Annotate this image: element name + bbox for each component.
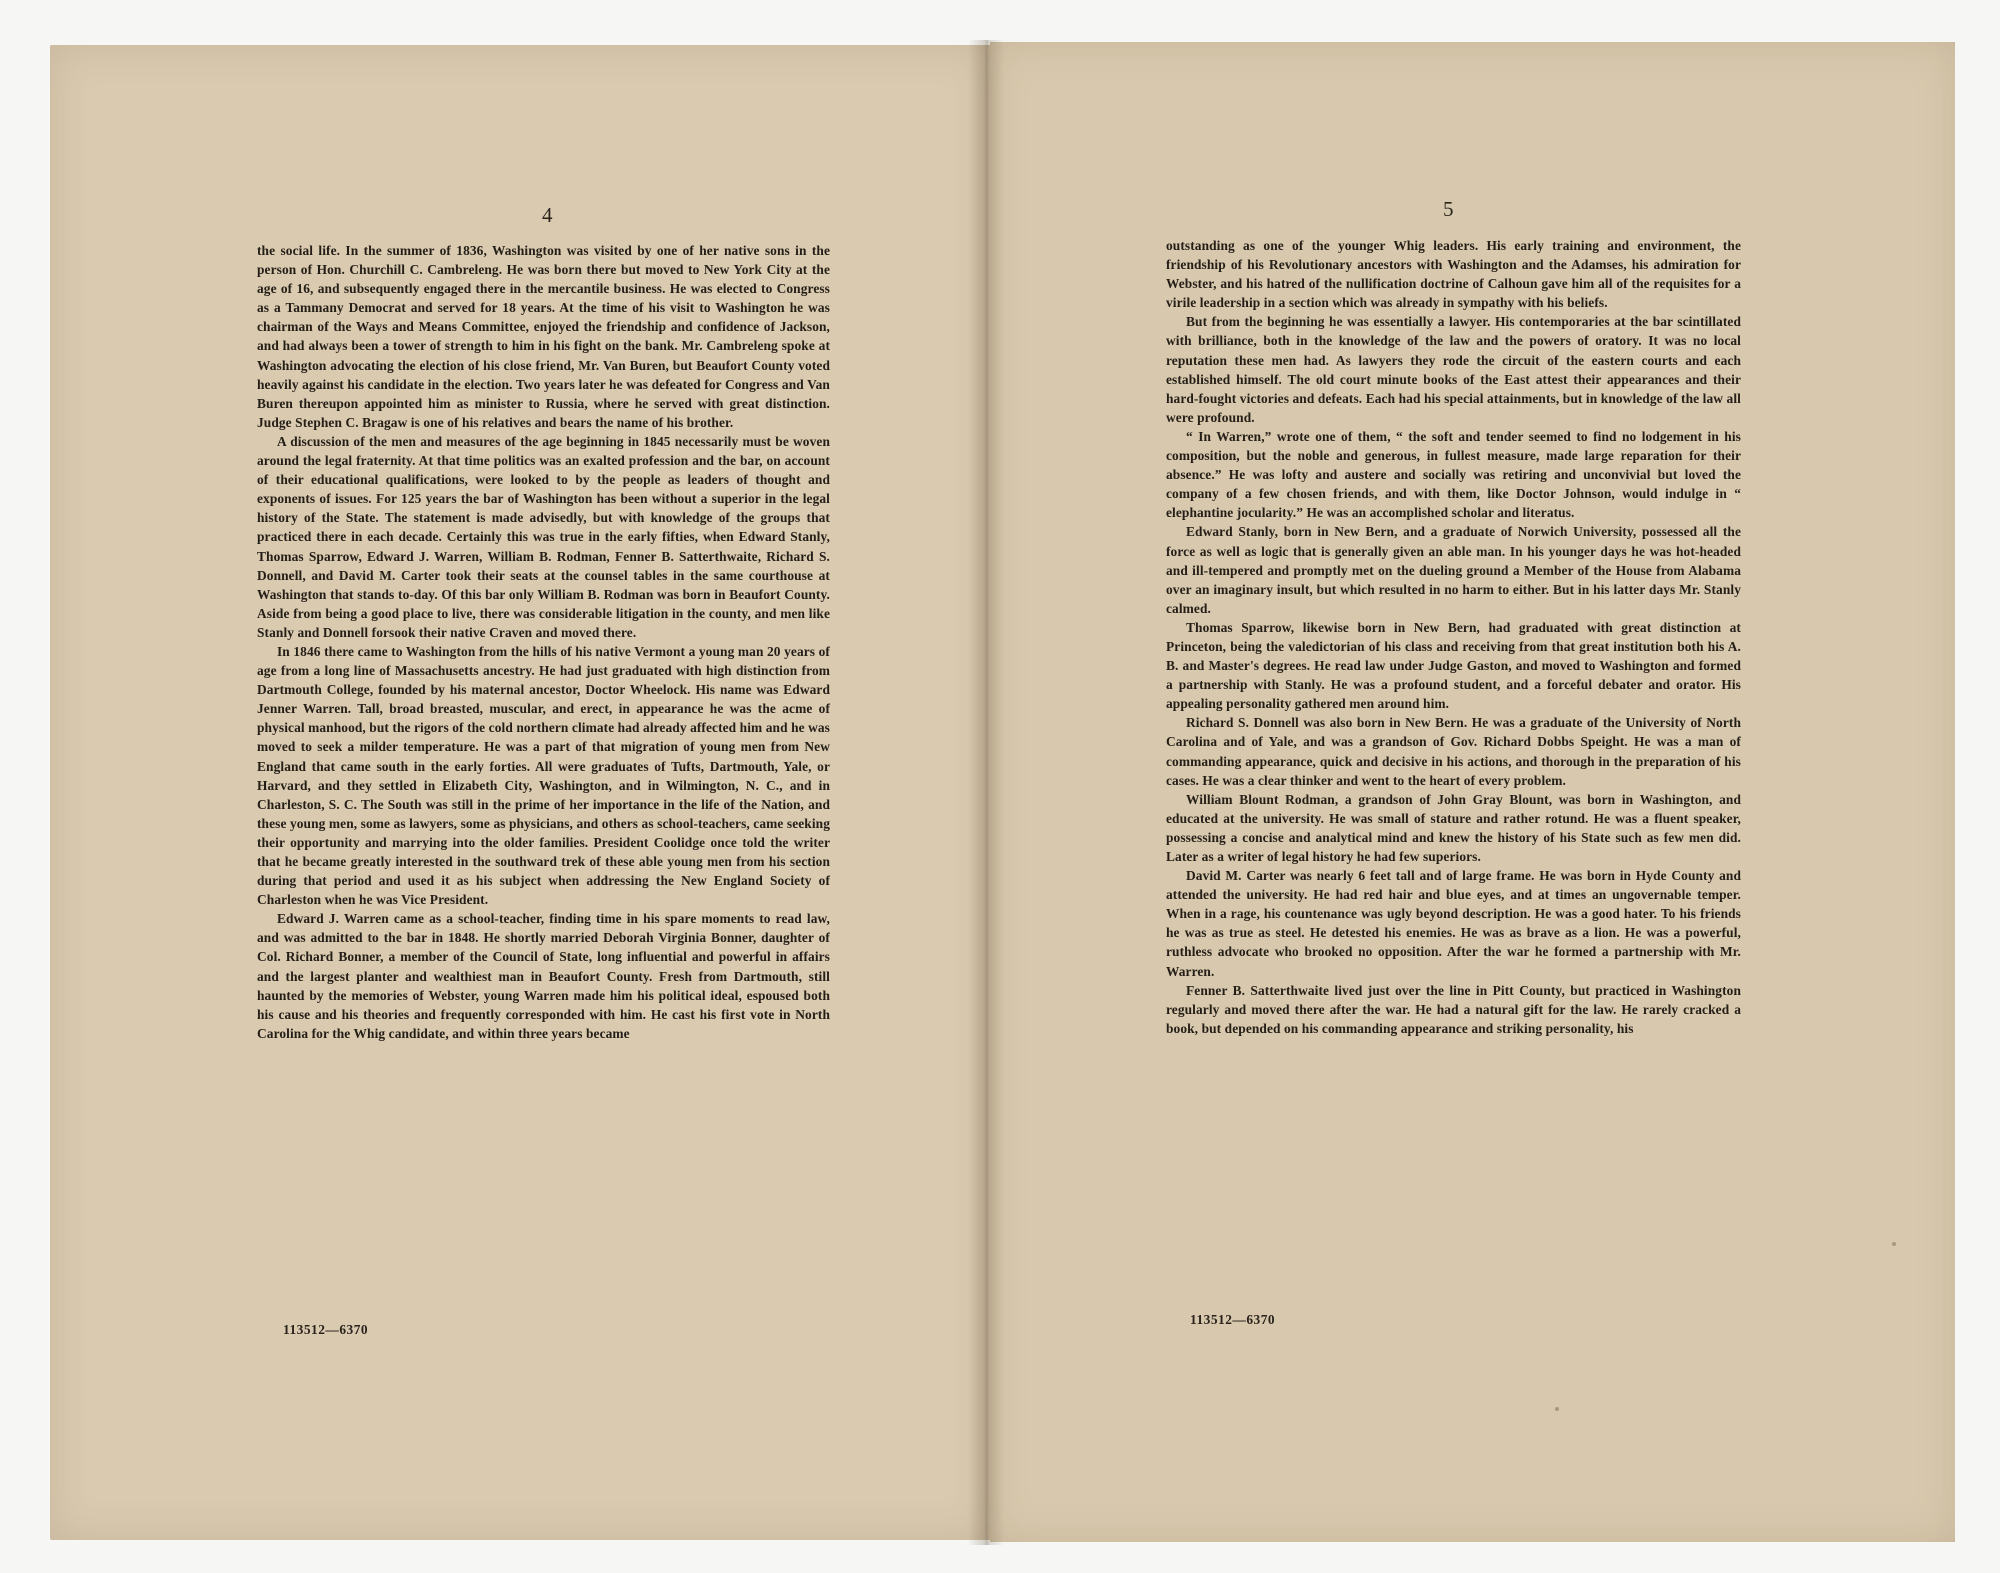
right-page (990, 42, 1955, 1542)
page-number-right: 5 (1443, 197, 1455, 221)
paragraph: William Blount Rodman, a grandson of John Gray Blount, was born in Washington, and educated at the university. He was small of stature and rather rotund. He was a fluent speaker, possessing a concise and analytical mind and knew the history of his State such as few men did. Later as a writer of legal history he had few superiors. (1166, 791, 1741, 864)
footer-code-right: 113512—6370 (1190, 1312, 1276, 1327)
paragraph: Edward J. Warren came as a school-teacher, finding time in his spare moments to read law, and was admitted to the bar in 1848. He shortly married Deborah Virginia Bonner, daughter of Col. Richard Bonner, a member of the Council of State, long influential and powerful in affairs and the largest planter and wealthiest man in Beaufort County. Fresh from Dartmouth, still haunted by the memories of Webster, young Warren made him his political ideal, espoused both his cause and his theories and frequently corresponded with him. He cast his first vote in North Carolina for the Whig candidate, and within three years became (257, 911, 830, 1041)
left-page (50, 45, 990, 1540)
paragraph: Fenner B. Satterthwaite lived just over the line in Pitt County, but practiced in Washington regularly and moved there after the war. He had a natural gift for the law. He rarely cracked a book, but depended on his commanding appearance and striking personality, his (1166, 982, 1741, 1036)
paragraph: “ In Warren,” wrote one of them, “ the soft and tender seemed to find no lodgement in his composition, but the noble and generous, in fullest measure, made large reparation for their absence.” He was lofty and austere and socially was retiring and unconvivial but loved the company of a few chosen friends, and with them, like Doctor Johnson, would indulge in “ elephantine jocularity.” He was an accomplished scholar and literatus. (1166, 428, 1741, 521)
paragraph: outstanding as one of the younger Whig leaders. His early training and environment, the friendship of his Revolutionary ancestors with Washington and the Adamses, his admiration for Webster, and his hatred of the nullification doctrine of Calhoun gave him all of the requisites for a virile leadership in a section which was already in sympathy with his beliefs. (1166, 238, 1741, 311)
paragraph: Richard S. Donnell was also born in New Bern. He was a graduate of the University of North Carolina and of Yale, and was a grandson of Gov. Richard Dobbs Speight. He was a man of commanding appearance, quick and decisive in his actions, and thorough in the preparation of his cases. He was a clear thinker and went to the heart of every problem. (1166, 715, 1741, 788)
paper-speck (1892, 1242, 1896, 1246)
right-text-column (1166, 236, 1741, 1038)
paragraph: But from the beginning he was essentially a lawyer. His contemporaries at the bar scintillated with brilliance, both in the knowledge of the law and the powers of oratory. It was no local reputation these men had. As lawyers they rode the circuit of the eastern courts and each established himself. The old court minute books of the East attest their appearances and their hard-fought victories and defeats. Each had his special attainments, but in knowledge of the law all were profound. (1166, 314, 1741, 425)
paragraph: In 1846 there came to Washington from the hills of his native Vermont a young man 20 years of age from a long line of Massachusetts ancestry. He had just graduated with high distinction from Dartmouth College, founded by his maternal ancestor, Doctor Wheelock. His name was Edward Jenner Warren. Tall, broad breasted, muscular, and erect, in appearance he was the acme of physical manhood, but the rigors of the cold northern climate had already affected him and he was moved to seek a milder temperature. He was a part of that migration of young men from New England that came south in the early forties. All were graduates of Tufts, Dartmouth, Yale, or Harvard, and they settled in Elizabeth City, Washington, and in Wilmington, N. C., and in Charleston, S. C. The South was still in the prime of her importance in the life of the Nation, and these young men, some as lawyers, some as physicians, and others as school-teachers, came seeking their opportunity and marrying into the older families. President Coolidge once told the writer that he became greatly interested in the southward trek of these able young men from his section during that period and used it as his subject when addressing the New England Society of Charleston when he was Vice President. (257, 643, 830, 908)
page-number-left: 4 (542, 203, 554, 227)
paragraph: Thomas Sparrow, likewise born in New Bern, had graduated with great distinction at Princeton, being the valedictorian of his class and receiving from that great institution both his A. B. and Master's degrees. He read law under Judge Gaston, and moved to Washington and formed a partnership with Stanly. He was a profound student, and a forceful debater and orator. His appealing personality gathered men around him. (1166, 619, 1741, 712)
paragraph: A discussion of the men and measures of the age beginning in 1845 necessarily must be woven around the legal fraternity. At that time politics was an exalted profession and the bar, on account of their educational qualifications, were looked to by the people as leaders of thought and exponents of issues. For 125 years the bar of Washington has been without a superior in the legal history of the State. The statement is made advisedly, but with knowledge of the groups that practiced there in each decade. Certainly this was true in the early fifties, when Edward Stanly, Thomas Sparrow, Edward J. Warren, William B. Rodman, Fenner B. Satterthwaite, Richard S. Donnell, and David M. Carter took their seats at the counsel tables in the same courthouse at Washington that stands to-day. Of this bar only William B. Rodman was born in Beaufort County. Aside from being a good place to live, there was considerable litigation in the county, and men like Stanly and Donnell forsook their native Craven and moved there. (257, 433, 830, 640)
paper-speck (1555, 1407, 1559, 1411)
paragraph: the social life. In the summer of 1836, Washington was visited by one of her native sons in the person of Hon. Churchill C. Cambreleng. He was born there but moved to New York City at the age of 16, and subsequently engaged there in the mercantile business. He was elected to Congress as a Tammany Democrat and served for 18 years. At the time of his visit to Washington he was chairman of the Ways and Means Committee, enjoyed the friendship and confidence of Jackson, and had always been a tower of strength to him in his fight on the bank. Mr. Cambreleng spoke at Washington advocating the election of his close friend, Mr. Van Buren, but Beaufort County voted heavily against his candidate in the election. Two years later he was defeated for Congress and Van Buren thereupon appointed him as minister to Russia, where he served with great distinction. Judge Stephen C. Bragaw is one of his relatives and bears the name of his brother. (257, 243, 830, 430)
paragraph: Edward Stanly, born in New Bern, and a graduate of Norwich University, possessed all the force as well as logic that is generally given an able man. In his younger days he was hot-headed and ill-tempered and promptly met on the dueling ground a Member of the House from Alabama over an imaginary insult, but which resulted in no harm to either. But in his latter days Mr. Stanly calmed. (1166, 524, 1741, 616)
paragraph: David M. Carter was nearly 6 feet tall and of large frame. He was born in Hyde County and attended the university. He had red hair and blue eyes, and at times an ungovernable temper. When in a rage, his countenance was ugly beyond description. He was a good hater. To his friends he was as true as steel. He detested his enemies. He was as brave as a lion. He was a powerful, ruthless advocate who brooked no opposition. After the war he formed a partnership with Mr. Warren. (1166, 868, 1741, 979)
left-text-column (257, 241, 830, 1043)
footer-code-left: 113512—6370 (283, 1322, 369, 1337)
